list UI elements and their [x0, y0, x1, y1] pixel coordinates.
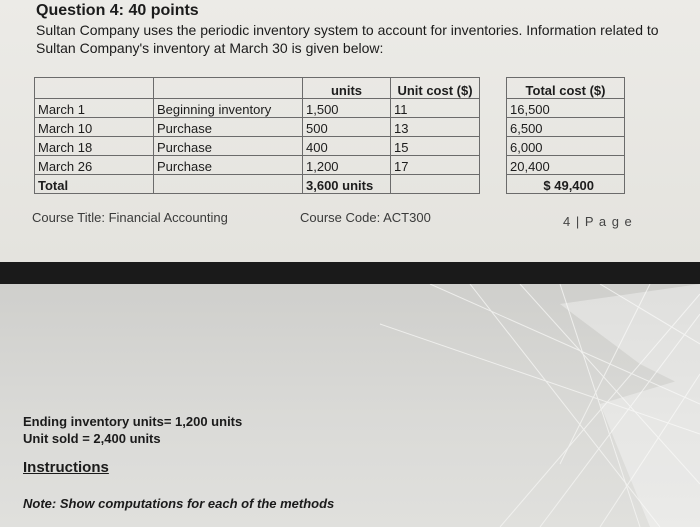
instructions-heading: Instructions — [23, 459, 109, 476]
geometric-background-pattern — [0, 284, 700, 527]
row-total-cost: 20,400 — [507, 156, 625, 175]
header-unit-cost: Unit cost ($) — [391, 78, 480, 99]
table-row — [35, 137, 625, 156]
header-total-cost: Total cost ($) — [507, 78, 625, 99]
page-number: 4 | P a g e — [563, 214, 633, 229]
total-label: Total — [35, 175, 154, 194]
row-description: Purchase — [154, 118, 303, 137]
row-units: 500 — [303, 118, 391, 137]
row-unit-cost: 15 — [391, 137, 480, 156]
table-total-row — [35, 175, 625, 194]
question-text: Sultan Company uses the periodic inventory system to account for inventories. Information related to Sultan Company's inventory at March 30 is given below: — [36, 22, 659, 56]
row-description: Beginning inventory — [154, 99, 303, 118]
row-units: 1,500 — [303, 99, 391, 118]
total-units: 3,600 units — [303, 175, 391, 194]
table-row — [35, 118, 625, 137]
course-title: Course Title: Financial Accounting — [32, 210, 228, 225]
row-total-cost: 6,500 — [507, 118, 625, 137]
row-units: 1,200 — [303, 156, 391, 175]
instructions-note: Note: Show computations for each of the methods — [23, 496, 335, 511]
row-description: Purchase — [154, 156, 303, 175]
question-title: Question 4: 40 points — [36, 2, 199, 19]
row-date: March 1 — [35, 99, 154, 118]
ending-inventory-units: Ending inventory units= 1,200 units — [23, 414, 243, 429]
header-units: units — [303, 78, 391, 99]
total-cost: $ 49,400 — [507, 175, 625, 194]
row-date: March 26 — [35, 156, 154, 175]
row-total-cost: 16,500 — [507, 99, 625, 118]
page-gap-shadow — [0, 262, 700, 284]
table-row — [35, 156, 625, 175]
table-header-row — [35, 78, 625, 99]
table-row — [35, 99, 625, 118]
row-unit-cost: 11 — [391, 99, 480, 118]
document-page-bottom — [0, 284, 700, 527]
inventory-table — [34, 77, 625, 194]
row-unit-cost: 13 — [391, 118, 480, 137]
row-unit-cost: 17 — [391, 156, 480, 175]
course-code: Course Code: ACT300 — [300, 210, 431, 225]
units-sold: Unit sold = 2,400 units — [23, 431, 161, 446]
row-units: 400 — [303, 137, 391, 156]
row-date: March 10 — [35, 118, 154, 137]
row-total-cost: 6,000 — [507, 137, 625, 156]
row-date: March 18 — [35, 137, 154, 156]
row-description: Purchase — [154, 137, 303, 156]
